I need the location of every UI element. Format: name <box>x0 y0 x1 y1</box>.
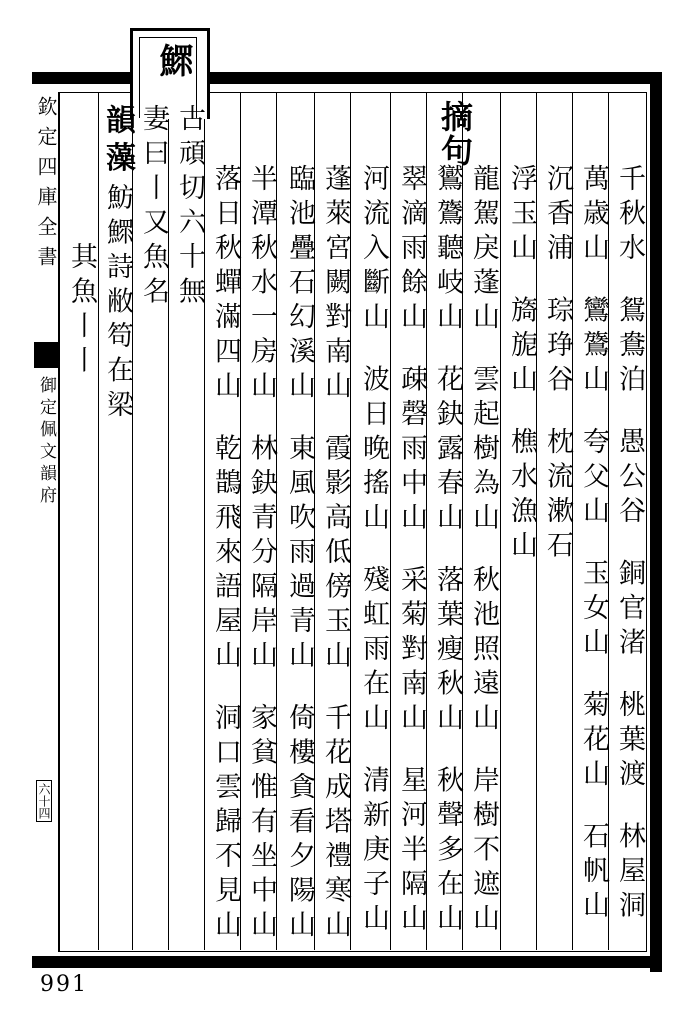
text-segment: 桃葉渡 <box>614 690 645 794</box>
text-column <box>208 164 242 945</box>
text-segment: 千秋水 <box>614 164 645 268</box>
text-segment: 古頑切六十無 <box>174 104 205 311</box>
text-column <box>282 164 316 945</box>
text-column <box>244 164 278 945</box>
text-segment: 秋池照遠山 <box>468 565 499 738</box>
text-segment: 菊花山 <box>578 690 609 794</box>
text-column <box>136 104 170 311</box>
text-segment: 河流入斷山 <box>358 164 389 337</box>
text-segment: 夸父山 <box>578 427 609 531</box>
text-column <box>394 164 428 938</box>
text-segment: 疎磬雨中山 <box>396 364 427 537</box>
frame-top-border <box>32 72 660 84</box>
text-column <box>430 164 464 938</box>
text-segment: 霞影高低傍玉山 <box>320 433 351 675</box>
rhyme-character: 鰥 <box>153 43 193 79</box>
text-segment: 雲起樹為山 <box>468 364 499 537</box>
text-segment: 岸樹不遮山 <box>468 765 499 938</box>
text-segment: 林鈌青分隔岸山 <box>246 433 277 675</box>
text-segment: 樵水漁山 <box>506 427 537 565</box>
text-segment: 石帆山 <box>578 821 609 925</box>
column-rule <box>500 92 501 950</box>
text-segment: 魴鰥詩敝笱在梁 <box>102 183 133 425</box>
text-segment: 家貧惟有坐中山 <box>246 703 277 945</box>
text-segment: 鸑鷟聽岐山 <box>432 164 463 337</box>
frame-bottom-border <box>32 956 662 968</box>
text-segment: 殘虹雨在山 <box>358 565 389 738</box>
text-segment: 琮琤谷 <box>542 295 573 399</box>
section-heading: 摘句 <box>436 100 474 168</box>
text-column <box>540 164 574 565</box>
text-segment: 韻藻 <box>100 104 135 179</box>
text-segment: 愚公谷 <box>614 427 645 531</box>
page-number: 六十四 <box>36 780 52 822</box>
text-segment: 半潭秋水一房山 <box>246 164 277 406</box>
book-title: 欽定四庫全書 <box>34 96 58 276</box>
text-segment: 乾鵲飛來語屋山 <box>210 433 241 675</box>
text-segment: 花鈌露春山 <box>432 364 463 537</box>
text-segment: 波日晚搖山 <box>358 364 389 537</box>
text-segment: 旖旎山 <box>506 295 537 399</box>
text-segment: 倚樓貪看夕陽山 <box>284 703 315 945</box>
text-segment: 清新庚子山 <box>358 765 389 938</box>
text-segment: 落日秋蟬滿四山 <box>210 164 241 406</box>
text-segment: 秋聲多在山 <box>432 765 463 938</box>
text-segment: 枕流漱石 <box>542 427 573 565</box>
text-segment: 星河半隔山 <box>396 765 427 938</box>
text-segment: 翠滴雨餘山 <box>396 164 427 337</box>
text-segment: 洞口雲歸不見山 <box>210 703 241 945</box>
frame-right-border <box>650 72 662 972</box>
text-segment: 采菊對南山 <box>396 565 427 738</box>
text-segment: 銅官渚 <box>614 558 645 662</box>
text-column <box>504 164 538 565</box>
text-segment: 臨池疊石幻溪山 <box>284 164 315 406</box>
text-segment: 東風吹雨過青山 <box>284 433 315 675</box>
text-segment: 其魚丨丨 <box>66 242 97 380</box>
section-title: 御定佩文韻府 <box>36 376 56 508</box>
text-segment: 玉女山 <box>578 558 609 662</box>
column-rule <box>390 92 391 950</box>
text-segment: 蓬萊宮闕對南山 <box>320 164 351 406</box>
text-column <box>100 104 134 425</box>
text-segment: 妻曰丨又魚名 <box>138 104 169 311</box>
text-column <box>172 104 206 311</box>
text-segment: 鸞鷟山 <box>578 295 609 399</box>
folio-number: 991 <box>40 972 88 997</box>
text-column <box>64 242 98 380</box>
text-segment: 林屋洞 <box>614 821 645 925</box>
column-rule <box>98 92 99 950</box>
text-segment: 鴛鴦泊 <box>614 295 645 399</box>
text-column <box>576 164 610 925</box>
text-segment: 萬歳山 <box>578 164 609 268</box>
text-segment: 龍駕戾蓬山 <box>468 164 499 337</box>
text-column <box>318 164 352 945</box>
text-column <box>466 164 500 938</box>
text-segment: 沉香浦 <box>542 164 573 268</box>
text-column <box>612 164 646 925</box>
fishtail-marker <box>34 342 58 368</box>
text-segment: 落葉瘦秋山 <box>432 565 463 738</box>
text-segment: 千花成塔禮寒山 <box>320 703 351 945</box>
text-column <box>356 164 390 938</box>
text-segment: 浮玉山 <box>506 164 537 268</box>
